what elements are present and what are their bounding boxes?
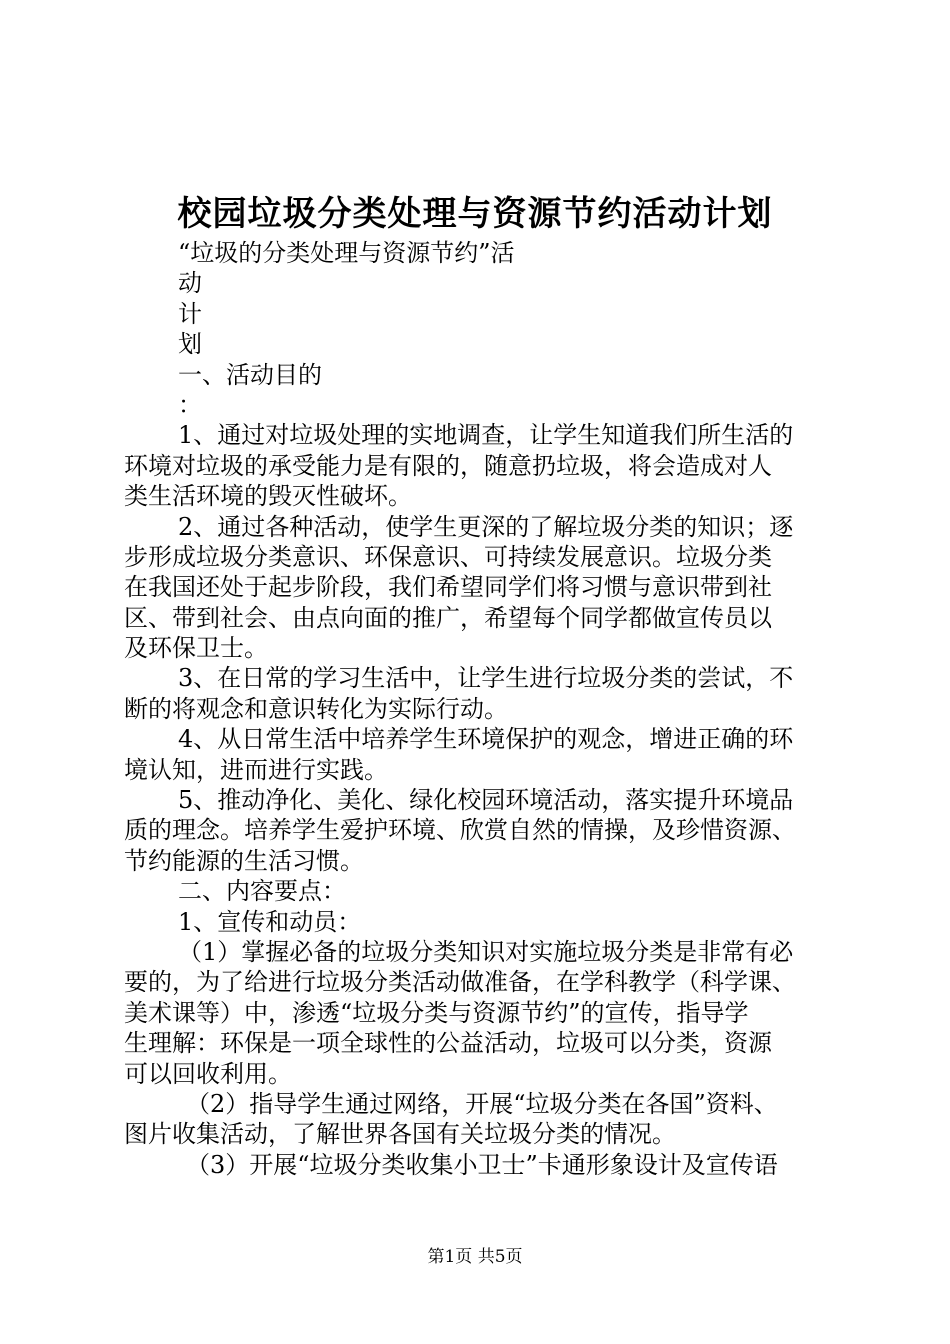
text-line: 可以回收利用。 xyxy=(124,1059,292,1088)
text-line: 图片收集活动，了解世界各国有关垃圾分类的情况。 xyxy=(124,1120,676,1149)
document-body xyxy=(124,238,830,1180)
text-line: 生理解：环保是一项全球性的公益活动，垃圾可以分类，资源 xyxy=(124,1029,772,1058)
text-line: 质的理念。培养学生爱护环境、欣赏自然的情操，及珍惜资源、 xyxy=(124,816,796,845)
text-line: 步形成垃圾分类意识、环保意识、可持续发展意识。垃圾分类 xyxy=(124,542,772,571)
text-line: 4、从日常生活中培养学生环境保护的观念，增进正确的环 xyxy=(178,725,794,754)
text-line: 断的将观念和意识转化为实际行动。 xyxy=(124,694,508,723)
text-line: 1、通过对垃圾处理的实地调查，让学生知道我们所生活的 xyxy=(178,421,794,450)
text-line: “垃圾的分类处理与资源节约”活 xyxy=(178,239,515,267)
text-line: 区、带到社会、由点向面的推广，希望每个同学都做宣传员以 xyxy=(124,603,772,632)
text-line: 1、宣传和动员： xyxy=(178,907,362,936)
text-line: （2）指导学生通过网络，开展“垃圾分类在各国”资料、 xyxy=(186,1089,778,1118)
text-line: 3、在日常的学习生活中，让学生进行垃圾分类的尝试，不 xyxy=(178,664,794,693)
text-line: 类生活环境的毁灭性破坏。 xyxy=(124,482,412,511)
text-line: 在我国还处于起步阶段，我们希望同学们将习惯与意识带到社 xyxy=(124,573,772,602)
text-line: 节约能源的生活习惯。 xyxy=(124,846,364,875)
text-line: 境认知，进而进行实践。 xyxy=(124,755,388,784)
section-heading: 一、活动目的 xyxy=(178,360,322,389)
page-number: 第1页 共5页 xyxy=(427,1247,523,1267)
text-line: （1）掌握必备的垃圾分类知识对实施垃圾分类是非常有必 xyxy=(178,937,794,966)
text-line: 及环保卫士。 xyxy=(124,634,268,663)
text-line: 动 xyxy=(178,269,202,298)
text-line: 划 xyxy=(178,330,202,359)
text-line: （3）开展“垃圾分类收集小卫士”卡通形象设计及宣传语 xyxy=(186,1150,778,1179)
text-line: 5、推动净化、美化、绿化校园环境活动，落实提升环境品 xyxy=(178,786,794,815)
section-heading: 二、内容要点： xyxy=(178,877,346,906)
document-title: 校园垃圾分类处理与资源节约活动计划 xyxy=(177,194,773,234)
text-line: 计 xyxy=(178,299,202,328)
text-line: 美术课等）中，渗透“垃圾分类与资源节约”的宣传，指导学 xyxy=(124,998,749,1027)
text-line: 环境对垃圾的承受能力是有限的，随意扔垃圾，将会造成对人 xyxy=(124,451,772,480)
text-line: ： xyxy=(178,390,202,419)
text-line: 2、通过各种活动，使学生更深的了解垃圾分类的知识；逐 xyxy=(178,512,794,541)
text-line: 要的，为了给进行垃圾分类活动做准备，在学科教学（科学课、 xyxy=(124,968,796,997)
